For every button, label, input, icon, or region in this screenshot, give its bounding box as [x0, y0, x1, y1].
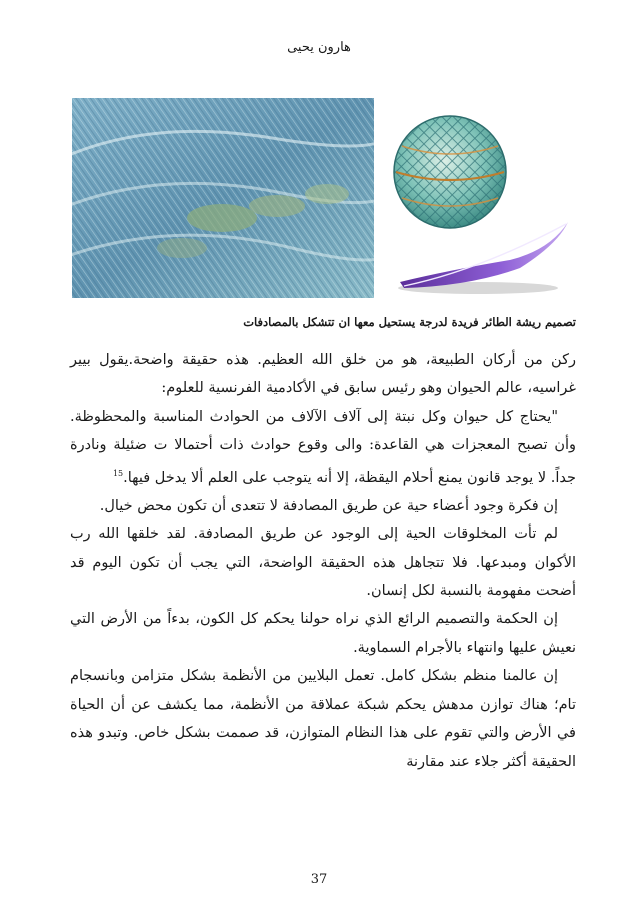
paragraph: ركن من أركان الطبيعة، هو من خلق الله العظيم. هذه حقيقة واضحة.يقول بيير غراسيه، عالم الحيوان وهو رئيس سابق في الأكادمية الفرنسية للعلوم:: [70, 352, 576, 397]
paragraph: لم تأت المخلوقات الحية إلى الوجود عن طريق المصادفة. لقد خلقها الله رب الأكوان ومبدعها. فلا تتجاهل هذه الحقيقة الواضحة، التي يجب أن تكون اليوم قد أضحت مفهومة بالنسبة لكل إنسان.: [70, 526, 576, 600]
paragraph: إن عالمنا منظم بشكل كامل. تعمل البلايين من الأنظمة بشكل متزامن وبانسجام تام؛ هناك توازن مدهش يحكم شبكة عملاقة من الأنظمة، مما يكشف عن أن الحياة في الأرض والتي تقوم على هذا النظام المتوازن، قد صممت بشكل خاص. وتبدو هذه الحقيقة أكثر جلاء عند مقارنة: [70, 668, 576, 770]
quote-text: "يحتاج كل حيوان وكل نبتة إلى آلاف الآلاف من الحوادث المناسبة والمحظوظة. وأن تصبح المعجزات هي القاعدة: والى وقوع حوادث ذات أحتمالا ت ضئيلة ونادرة جداً. لا يوجد قانون يمنع أحلام اليقظة، إلا أنه يتوجب على العلم ألا يدخل فيها.: [70, 408, 576, 486]
page-number: 37: [310, 872, 328, 887]
running-header-author: هارون يحيى: [287, 40, 351, 55]
footnote-reference: 15: [112, 468, 124, 478]
body-text: [70, 346, 576, 776]
feather-closeup-photo: [72, 98, 374, 298]
feather-ball-photo: [390, 110, 572, 298]
figure-caption: تصميم ريشة الطائر فريدة لدرجة يستحيل معها ان تتشكل بالمصادفات: [243, 315, 576, 329]
paragraph: إن الحكمة والتصميم الرائع الذي نراه حولنا يحكم كل الكون، بدءاً من الأرض التي نعيش عليها وانتهاء بالأجرام السماوية.: [70, 611, 576, 656]
quote-paragraph: [70, 403, 576, 492]
figure: [72, 98, 572, 298]
paragraph: إن فكرة وجود أعضاء حية عن طريق المصادفة لا تتعدى أن تكون محض خيال.: [99, 497, 558, 514]
